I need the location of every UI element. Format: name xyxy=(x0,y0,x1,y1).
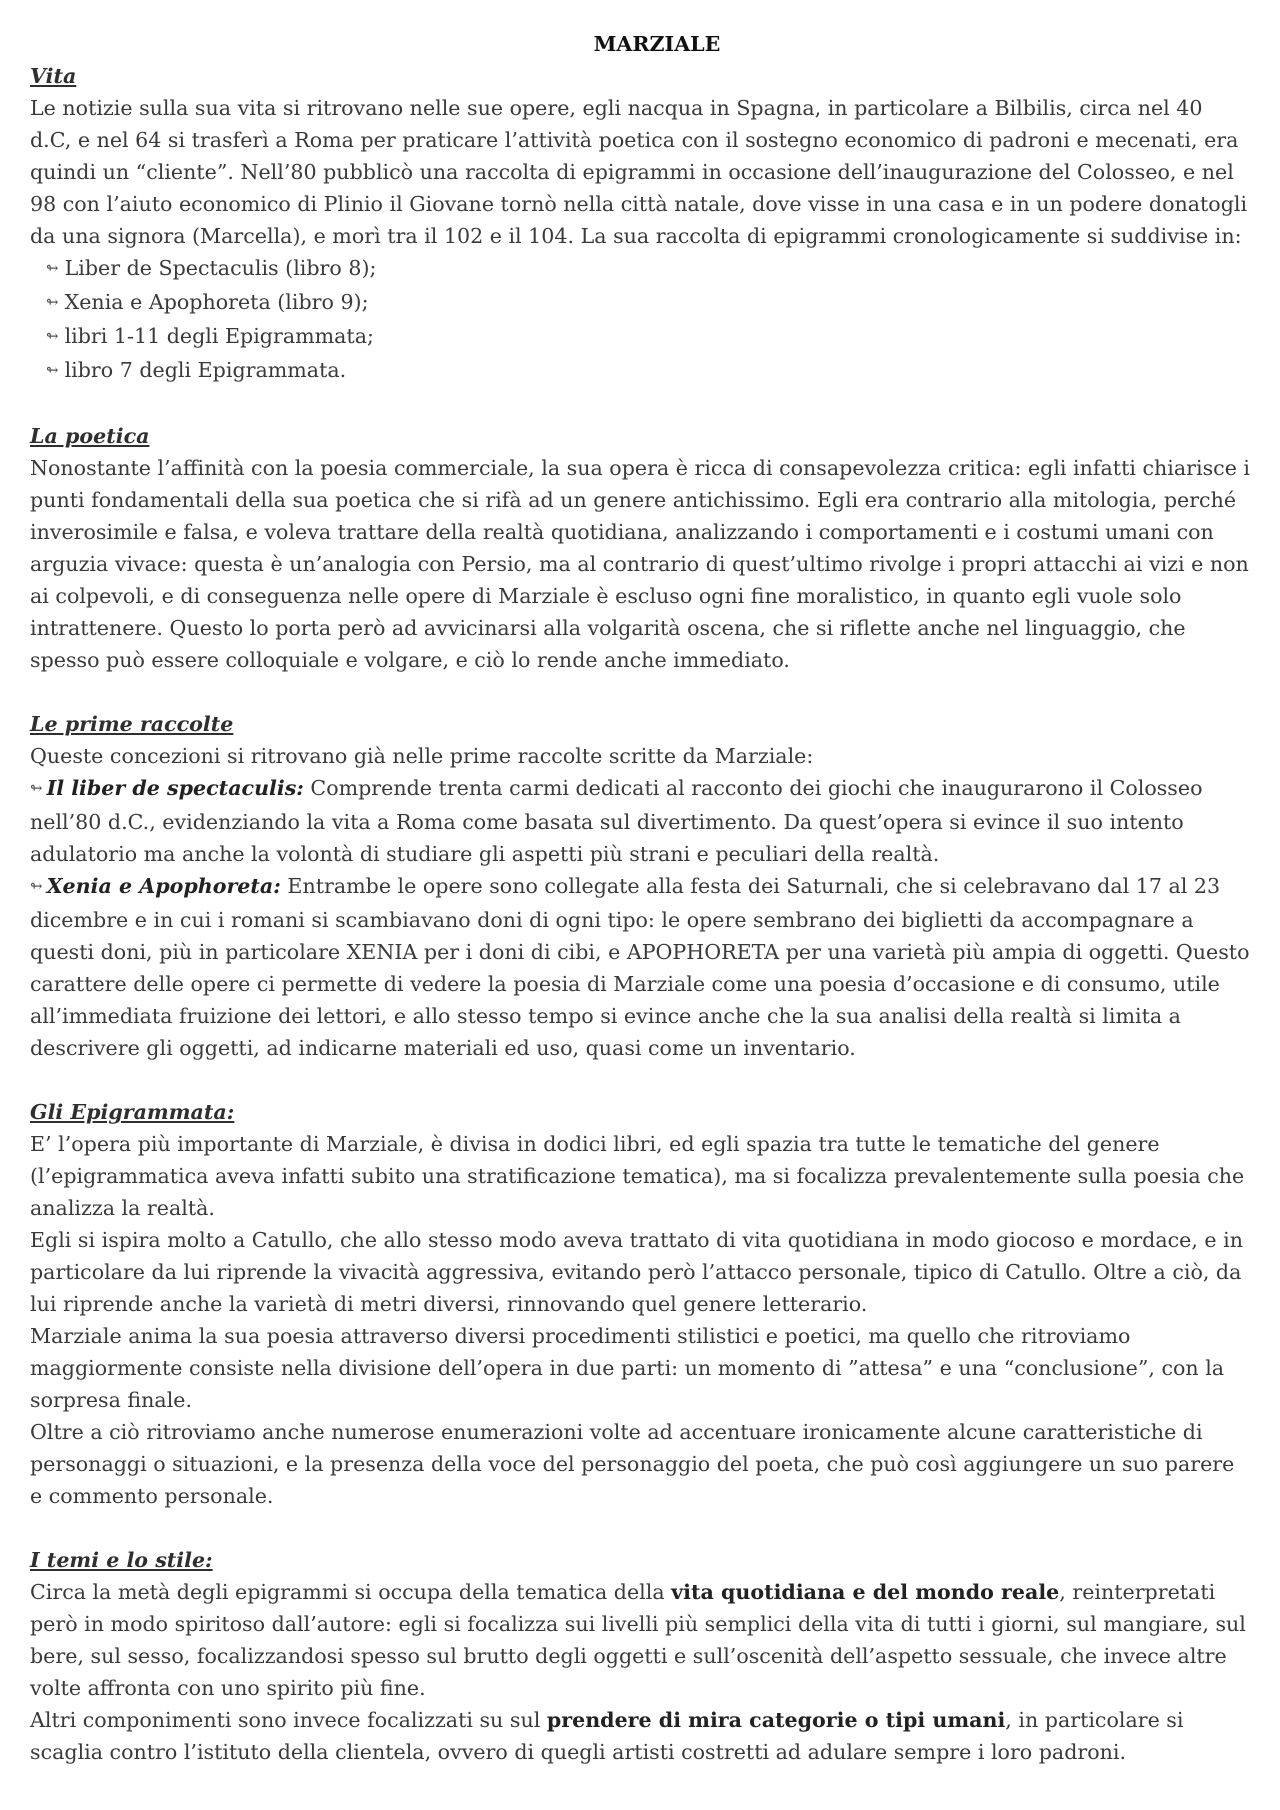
xenia-apophoreta-paragraph xyxy=(30,870,1250,1064)
list-item: ↬ Liber de Spectaculis (libro 8); xyxy=(30,252,1250,286)
section-heading-prime-raccolte: Le prime raccolte xyxy=(30,712,234,736)
item-title: Xenia e Apophoreta: xyxy=(46,874,281,898)
spacer xyxy=(30,388,1250,420)
item-text: Entrambe le opere sono collegate alla festa dei Saturnali, che si celebravano dal 17 al 23 dicembre e in cui i romani si scambiavano doni di ogni tipo: le opere sembrano dei biglietti da accompagnare a questi doni, più in particolare XENIA per i doni di cibi, e APOPHORETA per una varietà più ampia di oggetti. Questo carattere delle opere ci permette di vedere la poesia di Marziale come una poesia d’occasione e di consumo, utile all’immediata fruizione dei lettori, e allo stesso tempo si evince anche che la sua analisi della realtà si limita a descrivere gli oggetti, ad indicarne materiali ed uso, quasi come un inventario. xyxy=(30,874,1250,1060)
section-heading-epigrammata: Gli Epigrammata: xyxy=(30,1100,235,1124)
list-item: ↬ libri 1-11 degli Epigrammata; xyxy=(30,320,1250,354)
spacer xyxy=(30,1512,1250,1544)
curved-arrow-icon: ↬ xyxy=(46,293,59,311)
section-heading-poetica: La poetica xyxy=(30,424,150,448)
curved-arrow-icon: ↬ xyxy=(30,779,43,797)
section-heading-vita: Vita xyxy=(30,64,77,88)
bold-phrase: prendere di mira categorie o tipi umani xyxy=(546,1708,1006,1732)
epigrammata-paragraph-3: Marziale anima la sua poesia attraverso diversi procedimenti stilistici e poetici, ma quello che ritroviamo maggiormente consiste nella divisione dell’opera in due parti: un momento di ”attesa” e una “conclusione”, con la sorpresa finale. xyxy=(30,1324,1225,1412)
epigrammata-paragraph-4: Oltre a ciò ritroviamo anche numerose enumerazioni volte ad accentuare ironicamente alcune caratteristiche di personaggi o situazioni, e la presenza della voce del personaggio del poeta, che può così aggiungere un suo parere e commento personale. xyxy=(30,1420,1235,1508)
curved-arrow-icon: ↬ xyxy=(46,259,59,277)
poetica-paragraph: Nonostante l’affinità con la poesia commerciale, la sua opera è ricca di consapevolezza critica: egli infatti chiarisce i punti fondamentali della sua poetica che si rifà ad un genere antichissimo. Egli era contrario alla mitologia, perché inverosimile e falsa, e voleva trattare della realtà quotidiana, analizzando i comportamenti e i costumi umani con arguzia vivace: questa è un’analogia con Persio, ma al contrario di quest’ultimo rivolge i propri attacchi ai vizi e non ai colpevoli, e di conseguenza nelle opere di Marziale è escluso ogni fine moralistico, in quanto egli vuole solo intrattenere. Questo lo porta però ad avvicinarsi alla volgarità oscena, che si riflette anche nel linguaggio, che spesso può essere colloquiale e volgare, e ciò lo rende anche immediato. xyxy=(30,456,1251,672)
vita-paragraph: Le notizie sulla sua vita si ritrovano nelle sue opere, egli nacqua in Spagna, in particolare a Bilbilis, circa nel 40 d.C, e nel 64 si trasferì a Roma per praticare l’attività poetica con il sostegno economico di padroni e mecenati, era quindi un “cliente”. Nell’80 pubblicò una raccolta di epigrammi in occasione dell’inaugurazione del Colosseo, e nel 98 con l’aiuto economico di Plinio il Giovane tornò nella città natale, dove visse in una casa e in un podere donatogli da una signora (Marcella), e morì tra il 102 e il 104. La sua raccolta di epigrammi cronologicamente si suddivise in: xyxy=(30,96,1248,248)
curved-arrow-icon: ↬ xyxy=(30,877,43,895)
spacer xyxy=(30,1064,1250,1096)
liber-de-spectaculis-paragraph xyxy=(30,772,1250,870)
curved-arrow-icon: ↬ xyxy=(46,327,59,345)
item-text: Comprende trenta carmi dedicati al racconto dei giochi che inaugurarono il Colosseo nell’80 d.C., evidenziando la vita a Roma come basata sul divertimento. Da quest’opera si evince il suo intento adulatorio ma anche la volontà di studiare gli aspetti più strani e peculiari della realtà. xyxy=(30,776,1203,866)
vita-list xyxy=(30,252,1250,388)
document-title: MARZIALE xyxy=(593,32,721,56)
list-item: ↬ Xenia e Apophoreta (libro 9); xyxy=(30,286,1250,320)
epigrammata-paragraph-1: E’ l’opera più importante di Marziale, è divisa in dodici libri, ed egli spazia tra tutte le tematiche del genere (l’epigrammatica aveva infatti subito una stratificazione tematica), ma si focalizza prevalentemente sulla poesia che analizza la realtà. xyxy=(30,1132,1245,1220)
list-item: ↬ libro 7 degli Epigrammata. xyxy=(30,354,1250,388)
temi-paragraph-2: Altri componimenti sono invece focalizzati su sul prendere di mira categorie o tipi umani, in particolare si scaglia contro l’istituto della clientela, ovvero di quegli artisti costretti ad adulare sempre i loro padroni. xyxy=(30,1708,1184,1764)
bold-phrase: vita quotidiana e del mondo reale xyxy=(671,1580,1060,1604)
item-title: Il liber de spectaculis: xyxy=(46,776,304,800)
spacer xyxy=(30,676,1250,708)
temi-paragraph-1: Circa la metà degli epigrammi si occupa della tematica della vita quotidiana e del mondo reale, reinterpretati però in modo spiritoso dall’autore: egli si focalizza sui livelli più semplici della vita di tutti i giorni, sul mangiare, sul bere, sul sesso, focalizzandosi spesso sul brutto degli oggetti e sull’oscenità dell’aspetto sessuale, che invece altre volte affronta con uno spirito più fine. xyxy=(30,1580,1246,1700)
section-heading-temi: I temi e lo stile: xyxy=(30,1548,213,1572)
curved-arrow-icon: ↬ xyxy=(46,361,59,379)
epigrammata-paragraph-2: Egli si ispira molto a Catullo, che allo stesso modo aveva trattato di vita quotidiana in modo giocoso e mordace, e in particolare da lui riprende la vivacità aggressiva, evitando però l’attacco personale, tipico di Catullo. Oltre a ciò, da lui riprende anche la varietà di metri diversi, rinnovando quel genere letterario. xyxy=(30,1228,1244,1316)
prime-raccolte-intro: Queste concezioni si ritrovano già nelle prime raccolte scritte da Marziale: xyxy=(30,744,814,768)
